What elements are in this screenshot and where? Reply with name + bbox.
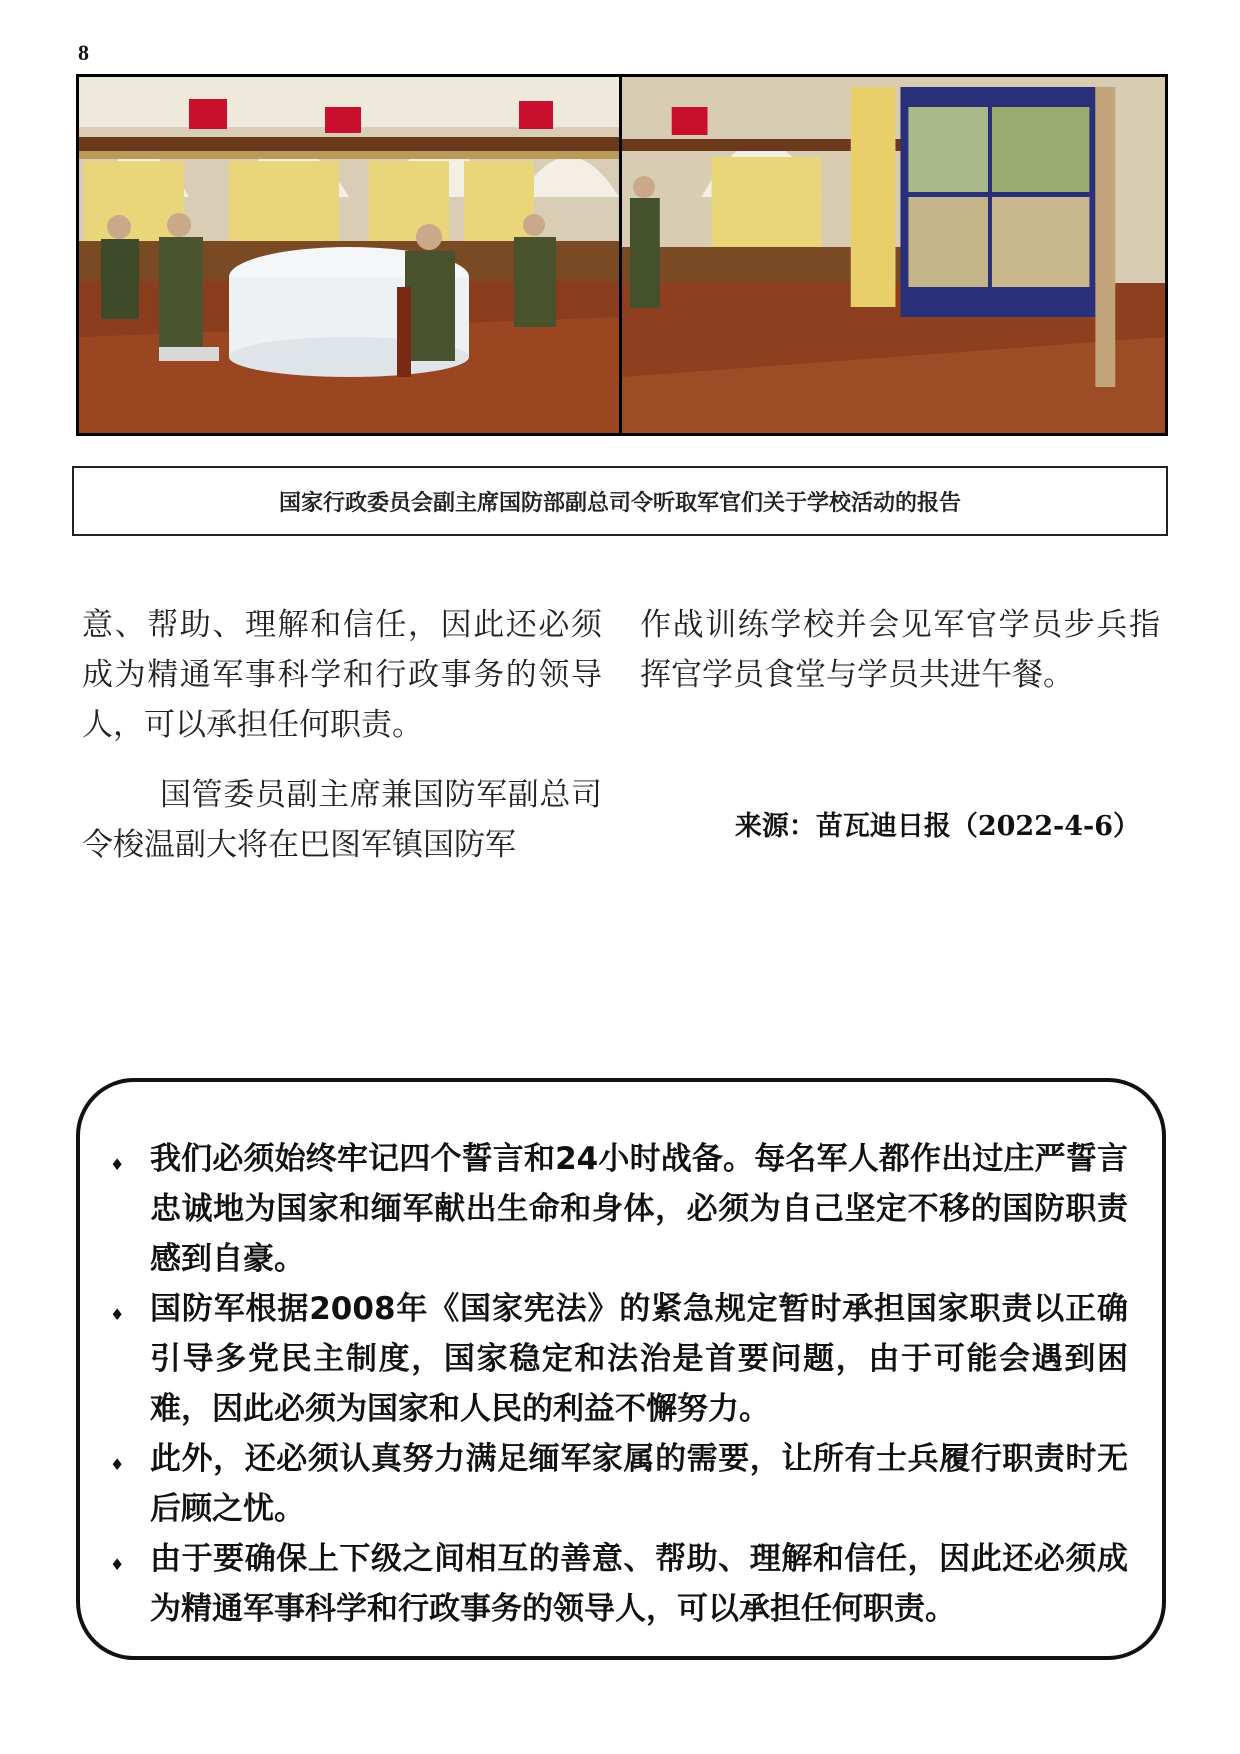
presentation-photo [622, 77, 1165, 433]
diamond-bullet-icon: ♦ [110, 1305, 125, 1324]
bullet-item [110, 1134, 1128, 1284]
article-paragraph: 作战训练学校并会见军官学员步兵指挥官学员食堂与学员共进午餐。 [640, 607, 1160, 693]
bullet-item [110, 1434, 1128, 1534]
bullet-item [110, 1534, 1128, 1634]
article-paragraph: 国管委员副主席兼国防军副总司令梭温副大将在巴图军镇国防军 [82, 777, 602, 863]
article-column-right [640, 600, 1160, 700]
bullet-text: 此外，还必须认真努力满足缅军家属的需要，让所有士兵履行职责时无后顾之忧。 [150, 1441, 1128, 1527]
diamond-bullet-icon: ♦ [110, 1455, 125, 1474]
article-source: 来源：苗瓦迪日报（2022-4-6） [734, 811, 1140, 842]
bullet-text: 国防军根据2008年《国家宪法》的紧急规定暂时承担国家职责以正确引导多党民主制度，国家稳定和法治是首要问题，由于可能会遇到困难，因此必须为国家和人民的利益不懈努力。 [150, 1291, 1128, 1427]
article-column-left [82, 600, 602, 870]
page-number: 8 [78, 40, 89, 65]
photo-caption: 国家行政委员会副主席国防部副总司令听取军官们关于学校活动的报告 [72, 466, 1168, 536]
diamond-bullet-icon: ♦ [110, 1555, 125, 1574]
article-paragraph: 意、帮助、理解和信任，因此还必须成为精通军事科学和行政事务的领导人，可以承担任何职责。 [82, 607, 602, 743]
photo-strip [76, 74, 1168, 436]
bullet-text: 我们必须始终牢记四个誓言和24小时战备。每名军人都作出过庄严誓言忠诚地为国家和缅军献出生命和身体，必须为自己坚定不移的国防职责感到自豪。 [150, 1141, 1128, 1277]
key-points-box [76, 1078, 1166, 1660]
meeting-hall-photo [79, 77, 619, 433]
bullet-item [110, 1284, 1128, 1434]
diamond-bullet-icon: ♦ [110, 1155, 125, 1174]
bullet-text: 由于要确保上下级之间相互的善意、帮助、理解和信任，因此还必须成为精通军事科学和行政事务的领导人，可以承担任何职责。 [150, 1541, 1128, 1627]
